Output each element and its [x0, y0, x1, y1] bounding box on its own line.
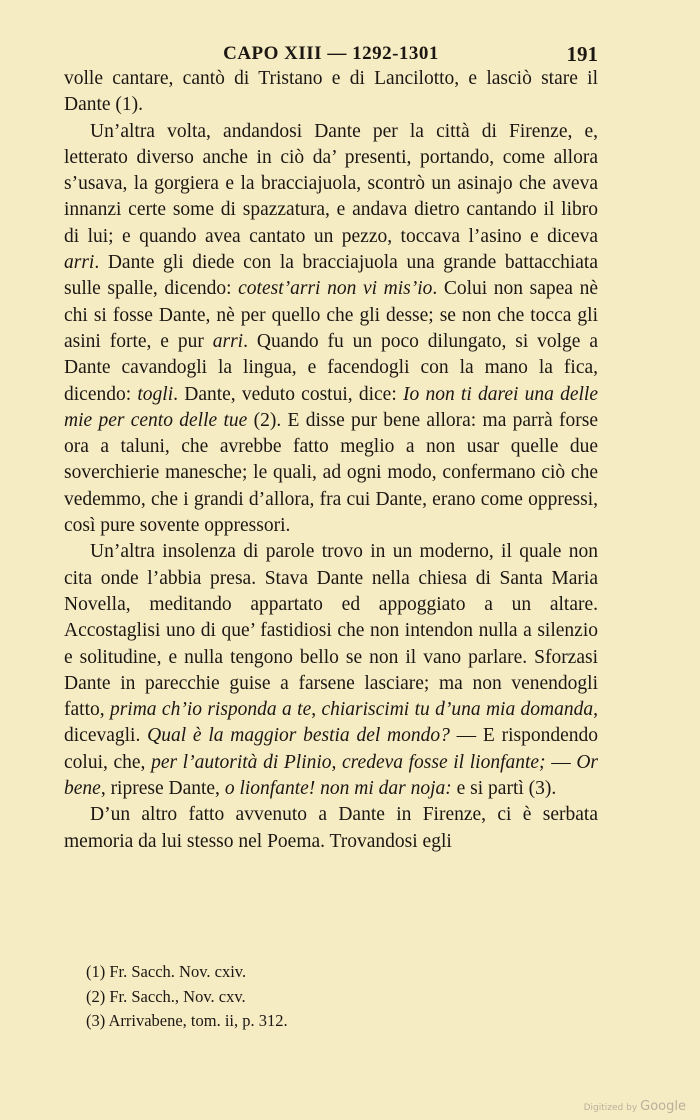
watermark-prefix: Digitized by — [583, 1103, 638, 1113]
text-run: Un’altra insolenza di parole trovo in un moderno, il quale non cita onde l’abbia presa. Stava Dante nella chiesa di Santa Maria Novella, meditando appartato ed appoggiato a un altare. Accostaglisi uno di que’ fastidiosi che non intendon nulla a silenzio e solitudine, e nulla tengono bello se non il vano parlare. Sforzasi Dante in parecchie guise a farsene lasciare; ma non venendogli fatto, — [64, 541, 598, 721]
text-run: . Dante, veduto costui, dice: — [173, 383, 403, 405]
text-run: Un’altra volta, andandosi Dante per la città di Firenze, e, letterato diverso anche in ciò da’ presenti, portando, come allora s’usava, la gorgiera e la bracciajuola, scontrò un asinajo che aveva innanzi certe some di spazzatura, e andava dietro cantando il libro di lui; e quando avea cantato un pezzo, toccava l’asino e diceva — [64, 120, 598, 247]
watermark-brand: Google — [640, 1099, 686, 1114]
italic-run: cotest’arri non vi mis’io — [238, 278, 433, 300]
text-run: D’un altro fatto avvenuto a Dante in Firenze, ci è serbata memoria da lui stesso nel Poema. Trovandosi egli — [64, 804, 598, 852]
text-run: e si partì (3). — [451, 778, 557, 800]
text-run: . Colui non sapea nè chi si fosse Dante, nè per quello che gli desse; se non che tocca gli asini forte, e pur — [64, 278, 598, 352]
italic-run: Io non ti darei una delle mie per cento delle tue — [64, 383, 598, 431]
italic-run: per l’autorità di Plinio, credeva fosse il lionfante; — [151, 751, 546, 773]
paragraph-3 — [64, 539, 598, 802]
running-title: CAPO XIII — 1292-1301 — [223, 43, 439, 64]
text-run: , — [311, 699, 322, 721]
paragraph-2 — [64, 119, 598, 540]
text-run: — E rispondendo colui, che, — [64, 725, 598, 773]
italic-run: Or bene — [64, 751, 598, 800]
text-run: — — [545, 751, 577, 773]
running-head — [64, 40, 598, 68]
text-run: , dicevagli. — [64, 699, 599, 747]
text-run: (2). E disse pur bene allora: ma parrà forse ora a taluni, che avrebbe fatto meglio a non usar quelle due soverchierie manesche; le quali, ad ogni modo, confermano ciò che vedemmo, che i grandi d’allora, fra cui Dante, erano come oppressi, così pure sovente oppressori. — [64, 409, 598, 537]
page-number: 191 — [566, 42, 598, 66]
italic-run: o lionfante! non mi dar noja: — [224, 778, 452, 800]
digitized-watermark — [584, 1099, 686, 1114]
text-run: . Dante gli diede con la bracciajuola una grande battacchiata sulle spalle, dicendo: — [64, 252, 598, 300]
text-run: . Quando fu un poco dilungato, si volge a Dante cavandogli la lingua, e facendogli con la mano la fica, dicendo: — [64, 330, 598, 405]
footnote-1: (1) Fr. Sacch. Nov. cxiv. — [86, 962, 247, 981]
text-run: volle cantare, cantò di Tristano e di Lancilotto, e lasciò stare il Dante (1). — [64, 68, 598, 116]
italic-run: arri — [64, 252, 95, 274]
italic-run: togli — [137, 383, 174, 405]
italic-run: arri — [212, 330, 244, 352]
body-text — [64, 66, 598, 855]
paragraph-1 — [64, 66, 598, 119]
footnotes — [86, 960, 586, 1034]
text-run: , riprese Dante, — [100, 778, 225, 800]
italic-run: Qual è la maggior bestia del mondo? — [147, 725, 450, 747]
italic-run: prima ch’io risponda a te — [109, 699, 312, 721]
paragraph-4 — [64, 802, 598, 855]
footnote-2: (2) Fr. Sacch., Nov. cxv. — [86, 986, 246, 1006]
italic-run: chiariscimi tu d’una mia domanda — [321, 699, 594, 721]
footnote-3: (3) Arrivabene, tom. ii, p. 312. — [86, 1011, 288, 1030]
